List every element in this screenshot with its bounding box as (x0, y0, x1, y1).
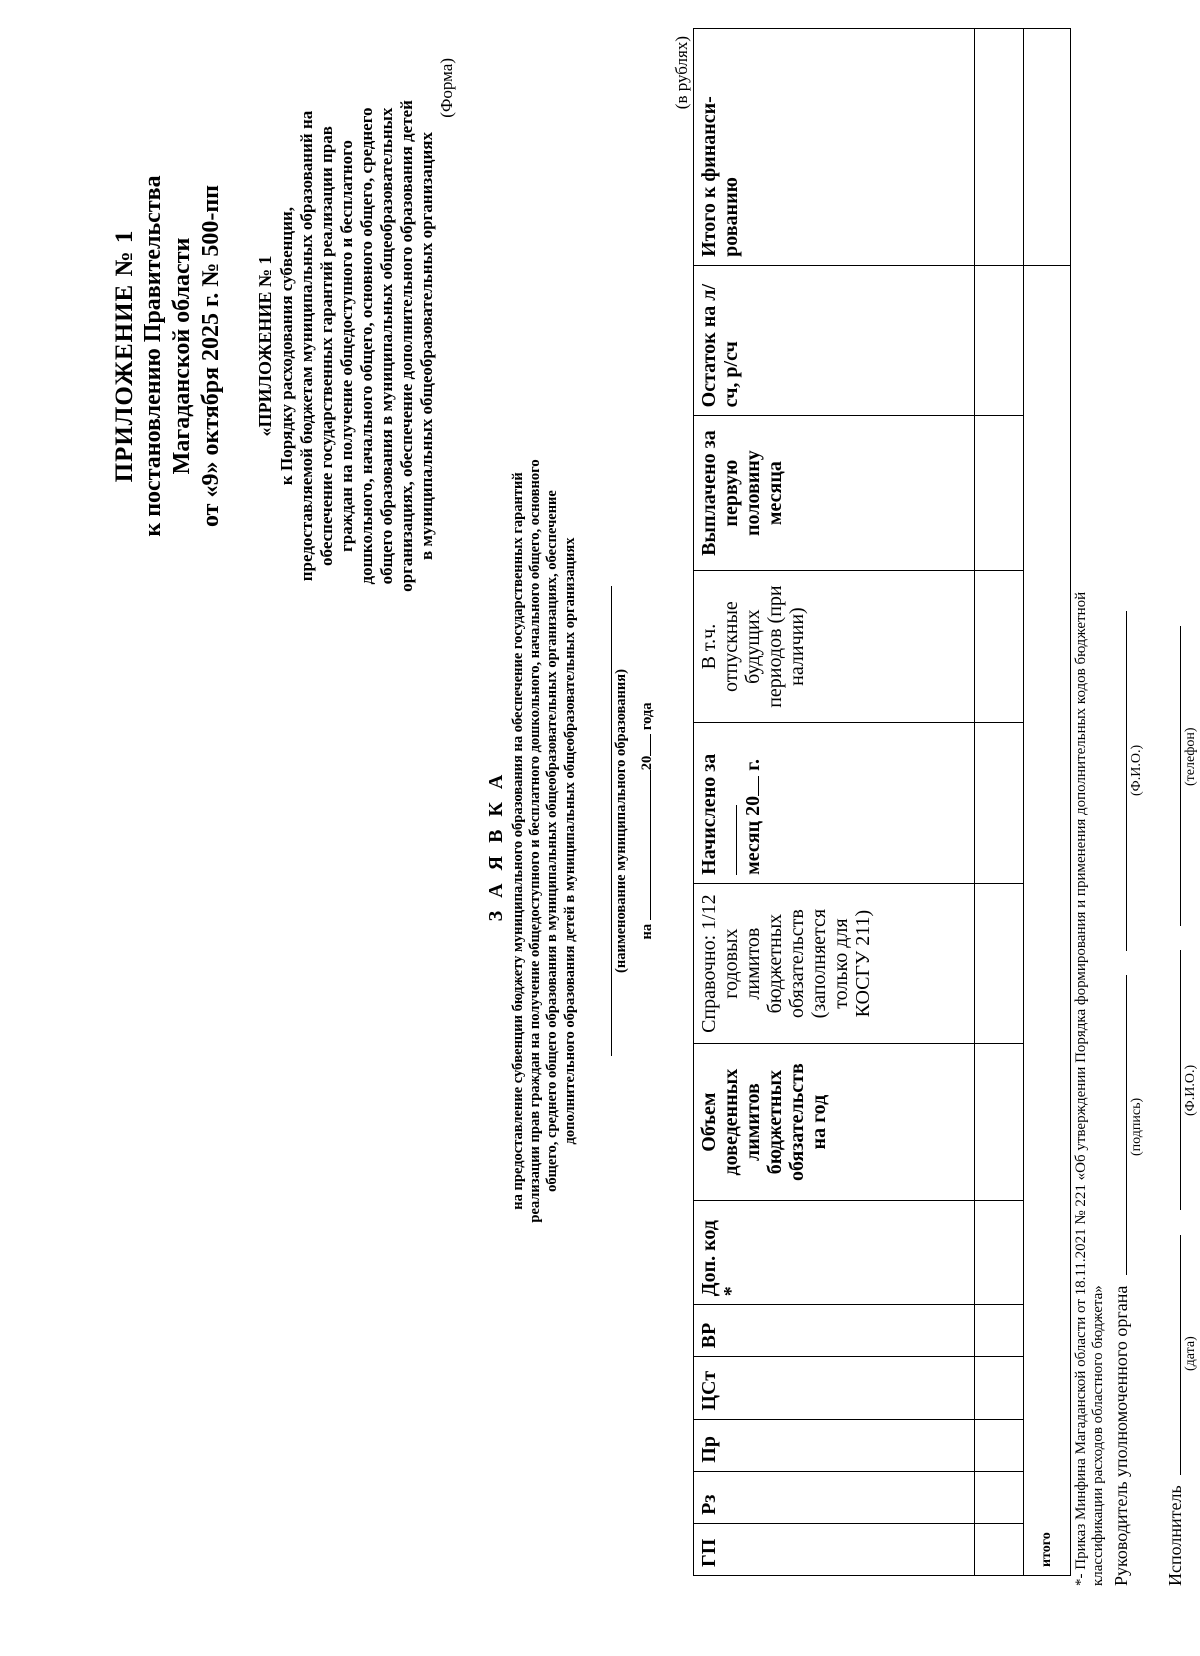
table-cell[interactable] (975, 1357, 1024, 1419)
period-line (630, 586, 656, 1056)
total-value-cell[interactable] (1024, 29, 1071, 266)
accrued-month-label: месяц 20 (742, 795, 764, 875)
zayavka-description (510, 296, 579, 1386)
total-label-cell: итого (1024, 265, 1071, 1575)
col-header-rz: Рз (694, 1471, 975, 1523)
description-line: общего, среднего общего образования в муниципальных общеобразовательных организациях, обеспечение (544, 490, 561, 1192)
accrued-line-a: Начислено за (698, 753, 720, 875)
signature-block (1106, 26, 1200, 1586)
accrued-year-suffix: г. (742, 759, 764, 771)
procedure-line: предоставляемой бюджетам муниципальных образований на (297, 110, 316, 582)
footnote-line: *- Приказ Минфина Магаданской области от 18.11.2021 № 221 «Об утверждении Порядка формирования и применения дополнительных кодов бюджетной (1073, 591, 1089, 1586)
head-signature-row (1106, 26, 1148, 1586)
table-cell[interactable] (975, 723, 1024, 884)
description-line: дополнительного образования детей в муниципальных общеобразовательных организациях (561, 537, 578, 1145)
executor-row (1160, 26, 1200, 1586)
procedure-appendix-block (255, 46, 457, 646)
accrued-year-blank[interactable] (742, 776, 759, 796)
executor-fio-field[interactable] (1160, 950, 1181, 1210)
head-fio-field[interactable] (1106, 611, 1127, 951)
procedure-line: общего образования в муниципальных общеобразовательных (377, 107, 396, 585)
date-caption: (дата) (1183, 1336, 1198, 1371)
phone-caption: (телефон) (1183, 727, 1198, 786)
municipality-name-field[interactable] (595, 586, 612, 1056)
year-prefix: 20 (639, 755, 655, 771)
description-line: на предоставление субвенции бюджету муниципального образования на обеспечение государственных гарантий (510, 472, 526, 1210)
accrued-blank[interactable] (720, 805, 737, 875)
signature-caption: (подпись) (1129, 1097, 1144, 1156)
units-label: (в рублях) (672, 36, 691, 110)
executor-label: Исполнитель (1165, 1485, 1185, 1586)
description-line: реализации прав граждан на получение общедоступного и бесплатного дошкольного, начального общего, основного (527, 459, 544, 1223)
executor-date-field[interactable] (1160, 1235, 1181, 1475)
header-line: Магаданской области (169, 237, 195, 475)
fio-caption-2: (Ф.И.О.) (1183, 1064, 1198, 1116)
resolution-date-number: от «9» октября 2025 г. № 500-пп (198, 184, 224, 528)
table-cell[interactable] (975, 1419, 1024, 1471)
table-cell[interactable] (975, 570, 1024, 722)
year-suffix: года (639, 702, 655, 731)
col-header-reference: Справочно: 1/12 годовых лимитов бюджетных обязательств (заполняется только для КОСГУ 211) (694, 883, 975, 1044)
year-blank-field[interactable] (630, 734, 651, 756)
procedure-line: дошкольного, начального общего, основного общего, среднего (357, 107, 376, 585)
procedure-line: к Порядку расходования субвенции, (277, 206, 296, 486)
procedure-line: в муниципальных общеобразовательных организациях (417, 132, 436, 561)
col-header-cst: ЦСт (694, 1357, 975, 1419)
accrued-line-b (742, 731, 764, 875)
col-header-vacation-pay: В т.ч. отпускные будущих периодов (при наличии) (694, 570, 975, 722)
table-total-row (1024, 29, 1071, 1576)
col-header-dop-code: Доп. код * (694, 1200, 975, 1304)
procedure-line: обеспечение государственных гарантий реализации прав (317, 126, 336, 566)
head-signature-field[interactable] (1106, 975, 1127, 1275)
table-cell[interactable] (975, 265, 1024, 415)
col-header-total-financing: Итого к финанси-рованию (694, 29, 975, 266)
table-cell[interactable] (975, 1471, 1024, 1523)
table-cell[interactable] (975, 1044, 1024, 1201)
form-label: (Форма) (437, 58, 456, 118)
footnote-line: классификации расходов областного бюджета» (1090, 1285, 1106, 1586)
col-header-balance: Остаток на л/сч, р/сч (694, 265, 975, 415)
table-cell[interactable] (975, 1305, 1024, 1357)
table-cell[interactable] (975, 416, 1024, 570)
col-header-limits-volume: Объем доведенных лимитов бюджетных обязательств на год (694, 1044, 975, 1201)
footnote (1073, 26, 1107, 1586)
col-header-gp: ГП (694, 1523, 975, 1575)
municipality-block (595, 586, 656, 1056)
col-header-paid-first-half: Выплачено за первую половину месяца (694, 416, 975, 570)
head-label: Руководитель уполномоченного органа (1111, 1285, 1131, 1586)
na-label: на (639, 923, 655, 940)
zayavka-title: З А Я В К А (485, 770, 507, 922)
appendix-number-title: ПРИЛОЖЕНИЕ № 1 (111, 229, 138, 483)
procedure-appendix-title: «ПРИЛОЖЕНИЕ № 1 (255, 255, 275, 437)
fio-caption: (Ф.И.О.) (1129, 744, 1144, 796)
table-row (975, 29, 1024, 1576)
header-line: к постановлению Правительства (140, 175, 166, 537)
table-cell[interactable] (975, 883, 1024, 1044)
table-cell[interactable] (975, 1523, 1024, 1575)
executor-phone-field[interactable] (1160, 626, 1181, 926)
period-blank-field[interactable] (630, 770, 651, 920)
table-cell[interactable] (975, 29, 1024, 266)
col-header-vr: ВР (694, 1305, 975, 1357)
col-header-pr: Пр (694, 1419, 975, 1471)
col-header-accrued (694, 723, 975, 884)
subvention-request-table (693, 28, 1071, 1576)
procedure-line: организациях, обеспечение дополнительного образования детей (397, 100, 416, 592)
table-cell[interactable] (975, 1200, 1024, 1304)
procedure-line: граждан на получение общедоступного и бесплатного (337, 140, 356, 552)
resolution-header (110, 56, 226, 656)
municipality-caption: (наименование муниципального образования) (613, 669, 629, 973)
table-header-row (694, 29, 975, 1576)
